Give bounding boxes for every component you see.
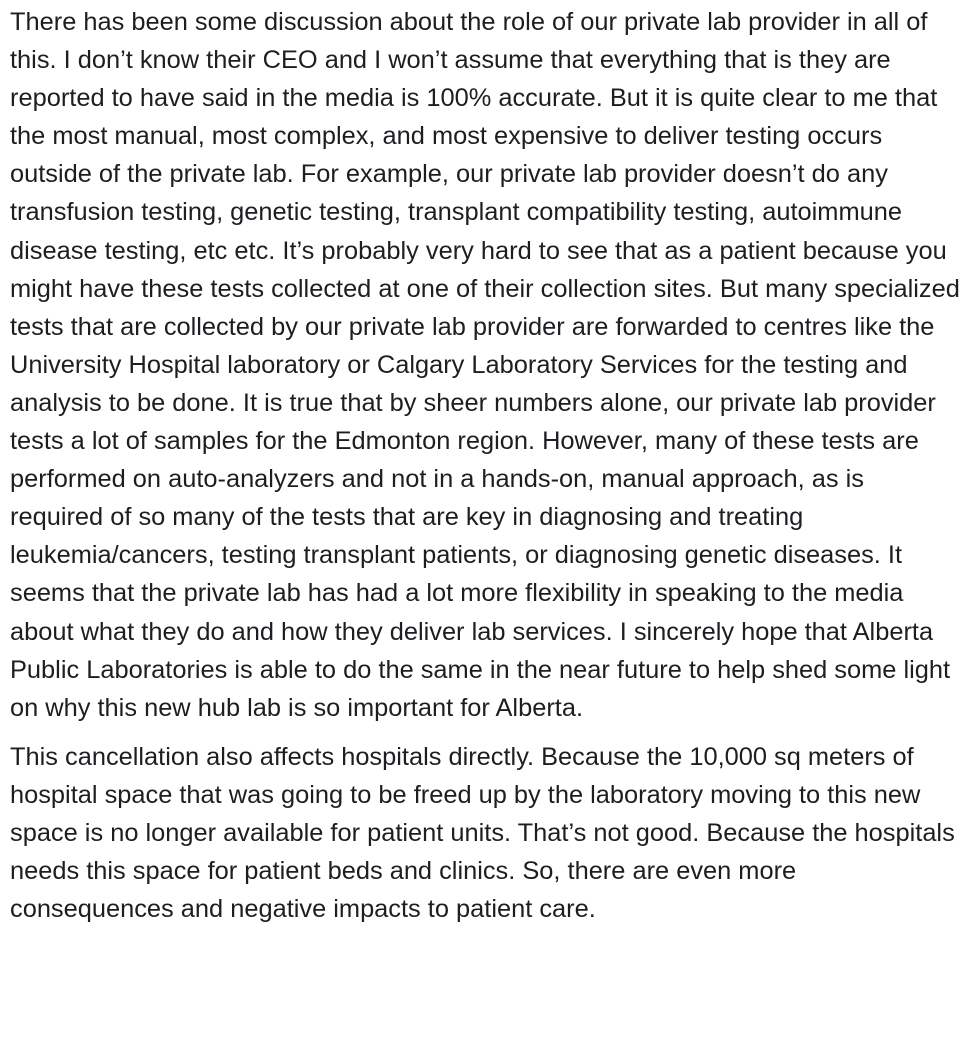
paragraph-hospital-space: This cancellation also affects hospitals directly. Because the 10,000 sq meters of hospital space that was going to be freed up by the laboratory moving to this new space is no longer available for patient units. That’s not good. Because the hospitals needs this space for patient beds and clinics. So, there are even more consequences and negative impacts to patient care. [10, 742, 955, 924]
paragraph-private-lab: There has been some discussion about the role of our private lab provider in all of this. I don’t know their CEO and I won’t assume that everything that is they are reported to have said in the media is 100% accurate. But it is quite clear to me that the most manual, most complex, and most expensive to deliver testing occurs outside of the private lab. For example, our private lab provider doesn’t do any transfusion testing, genetic testing, transplant compatibility testing, autoimmune disease testing, etc etc. It’s probably very hard to see that as a patient because you might have these tests collected at one of their collection sites. But many specialized tests that are collected by our private lab provider are forwarded to centres like the University Hospital laboratory or Calgary Laboratory Services for the testing and analysis to be done. It is true that by sheer numbers alone, our private lab provider tests a lot of samples for the Edmonton region. However, many of these tests are performed on auto-analyzers and not in a hands-on, manual approach, as is required of so many of the tests that are key in diagnosing and treating leukemia/cancers, testing transplant patients, or diagnosing genetic diseases. It seems that the private lab has had a lot more flexibility in speaking to the media about what they do and how they deliver lab services. I sincerely hope that Alberta Public Laboratories is able to do the same in the near future to help shed some light on why this new hub lab is so important for Alberta. [10, 8, 960, 722]
post-body [10, 3, 960, 928]
